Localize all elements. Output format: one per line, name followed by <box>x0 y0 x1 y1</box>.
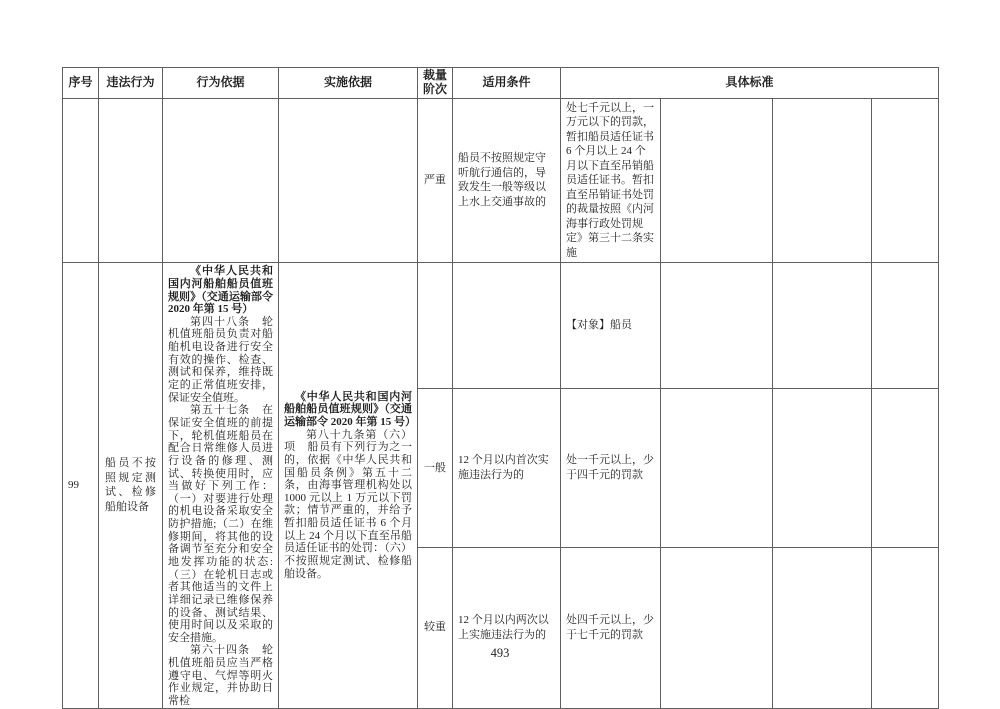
page-number: 493 <box>490 646 510 660</box>
row99-behavior: 船员不按照规定测试、检修船舶设备 <box>99 263 163 708</box>
cell-empty <box>453 263 561 389</box>
cell-empty <box>773 98 872 263</box>
header-cell-standard: 具体标准 <box>561 68 939 99</box>
behavior-basis-title: 《中华人民共和国内河船舶船员值班规则》（交通运输部令 2020 年第 15 号） <box>168 265 273 316</box>
cell-empty <box>661 388 773 547</box>
cell-empty <box>99 98 163 263</box>
impl-basis-title: 《中华人民共和国内河船舶船员值班规则》（交通运输部令 2020 年第 15 号） <box>284 390 416 428</box>
row99-serious-standard: 处四千元以上，少于七千元的罚款 <box>561 547 661 708</box>
behavior-basis-article-64: 第六十四条 轮机值班船员应当严格遵守电、气焊等明火作业规定，并协助日常检 <box>168 644 273 708</box>
cell-empty <box>418 263 453 389</box>
row99-impl-basis <box>279 263 418 708</box>
row99-general-level: 一般 <box>418 388 453 547</box>
cell-empty <box>872 547 939 708</box>
table-row-continued <box>63 98 939 263</box>
cell-empty <box>163 98 279 263</box>
table-row-99-target <box>63 263 939 389</box>
header-cell-behavior-basis: 行为依据 <box>163 68 279 99</box>
cell-empty <box>661 547 773 708</box>
row99-general-condition: 12 个月以内首次实施违法行为的 <box>453 388 561 547</box>
behavior-basis-article-57: 第五十七条 在保证安全值班的前提下，轮机值班船员在配合日常维修人员进行设备的修理、测试、转换使用时，应当做好下列工作：（一）对要进行处理的机电设备采取安全防护措施;（二）在维修期间，将其他的设备调节至充分和安全地发挥功能的状态:（三）在轮机日志或者其他适当的文件上详细记录已维修保养的设备、测试结果、使用时间以及采取的安全措施。 <box>168 404 273 644</box>
cell-empty <box>872 263 939 389</box>
cell-empty <box>872 98 939 263</box>
row99-seq: 99 <box>63 263 99 708</box>
behavior-basis-article-48: 第四十八条 轮机值班船员负责对船舶机电设备进行安全有效的操作、检查、测试和保养，维持既定的正常值班安排，保证安全值班。 <box>168 315 273 404</box>
cell-empty <box>279 98 418 263</box>
prev-row-condition: 船员不按照规定守听航行通信的，导致发生一般等级以上水上交通事故的 <box>453 98 561 263</box>
penalty-standard-table <box>62 67 939 709</box>
table-header-row <box>63 68 939 99</box>
row99-general-standard: 处一千元以上，少于四千元的罚款 <box>561 388 661 547</box>
header-cell-impl-basis: 实施依据 <box>279 68 418 99</box>
cell-empty <box>773 388 872 547</box>
prev-row-level: 严重 <box>418 98 453 263</box>
header-cell-behavior: 违法行为 <box>99 68 163 99</box>
header-cell-level: 裁量阶次 <box>418 68 453 99</box>
row99-target: 【对象】船员 <box>561 263 661 389</box>
cell-empty <box>661 263 773 389</box>
row99-behavior-basis <box>163 263 279 708</box>
row99-serious-condition: 12 个月以内两次以上实施违法行为的 <box>453 547 561 708</box>
cell-empty <box>773 547 872 708</box>
prev-row-standard: 处七千元以上，一万元以下的罚款，暂扣船员适任证书 6 个月以上 24 个月以下直至吊销船员适任证书。暂扣直至吊销证书处罚的裁量按照《内河海事行政处罚规定》第三十二条实施 <box>561 98 661 263</box>
row99-serious-level: 较重 <box>418 547 453 708</box>
impl-basis-article-89: 第八十九条第（六）项 船员有下列行为之一的，依据《中华人民共和国船员条例》第五十二条，由海事管理机构处以 1000 元以上 1 万元以下罚款；情节严重的，并给予暂扣船员适任证书 6 个月以上 24 个月以下直至吊船员适任证书的处罚：（六）不按照规定测试、检修船舶设备。 <box>284 428 412 580</box>
cell-empty <box>63 98 99 263</box>
header-cell-no: 序号 <box>63 68 99 99</box>
cell-empty <box>661 98 773 263</box>
header-cell-condition: 适用条件 <box>453 68 561 99</box>
cell-empty <box>773 263 872 389</box>
cell-empty <box>872 388 939 547</box>
